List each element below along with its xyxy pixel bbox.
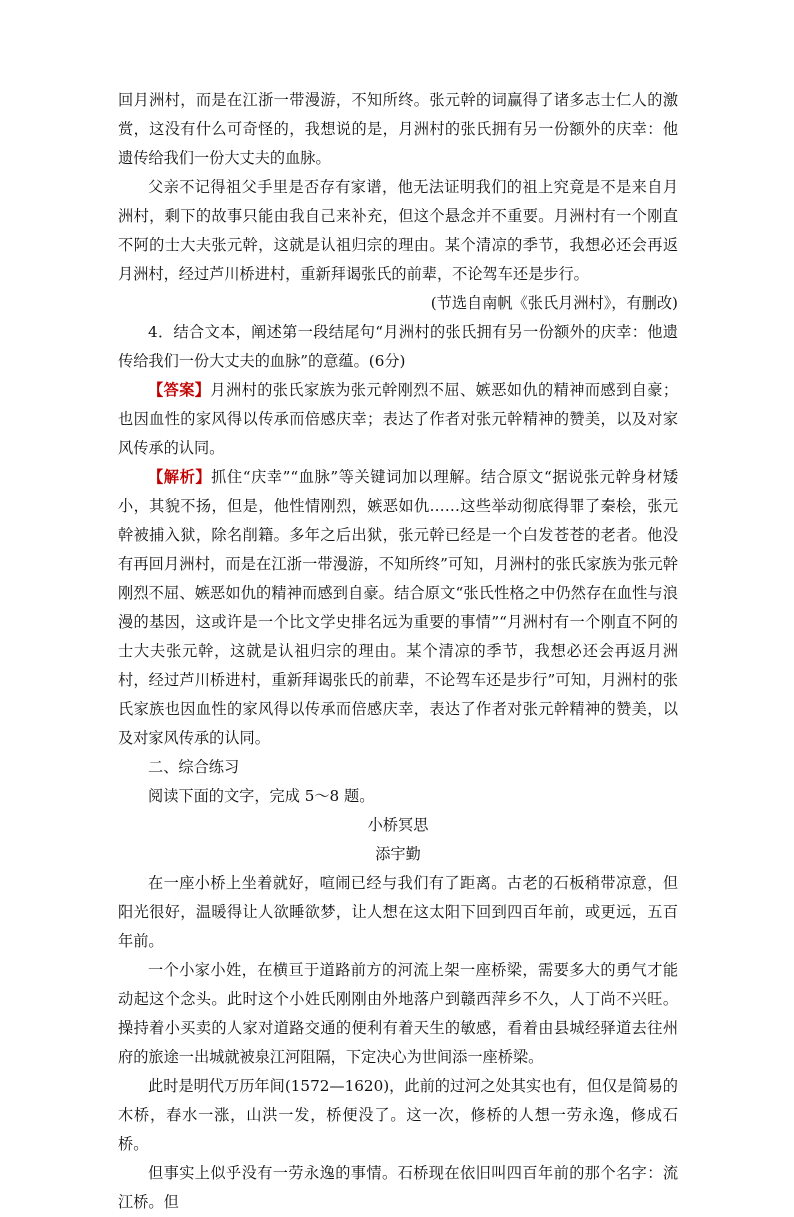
article-author: 添宇勤 (375, 845, 421, 863)
article-paragraph: 一个小家小姓，在横亘于道路前方的河流上架一座桥梁，需要多大的勇气才能动起这个念头。此时这个小姓氏刚刚由外地落户到赣西萍乡不久，人丁尚不兴旺。操持着小买卖的人家对道路交通的便利有着天生的敏感，看着由县城经驿道去往州府的旅途一出城就被泉江河阻隔，下定决心为世间添一座桥梁。 (118, 961, 678, 1066)
section-heading: 二、综合练习 (148, 758, 240, 776)
question-4: 4．结合文本，阐述第一段结尾句“月洲村的张氏拥有另一份额外的庆幸：他遗传给我们一份大丈夫的血脉”的意蕴。(6分) (118, 323, 678, 370)
analysis-tag: 【解析】 (148, 468, 212, 486)
analysis-text: 抓住“庆幸”“血脉”等关键词加以理解。结合原文“据说张元幹身材矮小，其貌不扬，但是，他性情刚烈，嫉恶如仇……这些举动彻底得罪了秦桧，张元幹被捕入狱，除名削籍。多年之后出狱，张元幹已经是一个白发苍苍的老者。他没有再回月洲村，而是在江浙一带漫游，不知所终”可知，月洲村的张氏家族为张元幹刚烈不屈、嫉恶如仇的精神而感到自豪。结合原文“张氏性格之中仍然存在血性与浪漫的基因，这或许是一个比文学史排名远为重要的事情”“月洲村有一个刚直不阿的士大夫张元幹，这就是认祖归宗的理由。某个清凉的季节，我想必还会再返月洲村，经过芦川桥进村，重新拜谒张氏的前辈，不论驾车还是步行”可知，月洲村的张氏家族也因血性的家风得以传承而倍感庆幸，表达了作者对张元幹精神的赞美，以及对家风传承的认同。 (118, 468, 679, 747)
article-paragraph: 但事实上似乎没有一劳永逸的事情。石桥现在依旧叫四百年前的那个名字：流江桥。但 (118, 1164, 678, 1211)
answer-text: 月洲村的张氏家族为张元幹刚烈不屈、嫉恶如仇的精神而感到自豪；也因血性的家风得以传承而倍感庆幸；表达了作者对张元幹精神的赞美，以及对家风传承的认同。 (118, 381, 679, 457)
section-instruction: 阅读下面的文字，完成 5～8 题。 (148, 787, 375, 805)
passage-paragraph: 父亲不记得祖父手里是否存有家谱，他无法证明我们的祖上究竟是不是来自月洲村，剩下的故事只能由我自己来补充，但这个悬念并不重要。月洲村有一个刚直不阿的士大夫张元幹，这就是认祖归宗的理由。某个清凉的季节，我想必还会再返月洲村，经过芦川桥进村，重新拜谒张氏的前辈，不论驾车还是步行。 (118, 178, 678, 283)
article-paragraph: 此时是明代万历年间(1572—1620)，此前的过河之处其实也有，但仅是简易的木桥，春水一涨，山洪一发，桥便没了。这一次，修桥的人想一劳永逸，修成石桥。 (118, 1077, 678, 1153)
passage-paragraph: 回月洲村，而是在江浙一带漫游，不知所终。张元幹的词赢得了诸多志士仁人的激赏，这没有什么可奇怪的，我想说的是，月洲村的张氏拥有另一份额外的庆幸：他遗传给我们一份大丈夫的血脉。 (118, 91, 678, 167)
answer-block (118, 376, 678, 463)
article-paragraph: 在一座小桥上坐着就好，喧闹已经与我们有了距离。古老的石板稍带凉意，但阳光很好，温暖得让人欲睡欲梦，让人想在这太阳下回到四百年前，或更远，五百年前。 (118, 874, 678, 950)
source-citation: (节选自南帆《张氏月洲村》，有删改) (430, 294, 678, 312)
article-title: 小桥冥思 (367, 816, 429, 834)
document-page (118, 86, 678, 1217)
analysis-block (118, 463, 678, 753)
answer-tag: 【答案】 (148, 381, 211, 399)
